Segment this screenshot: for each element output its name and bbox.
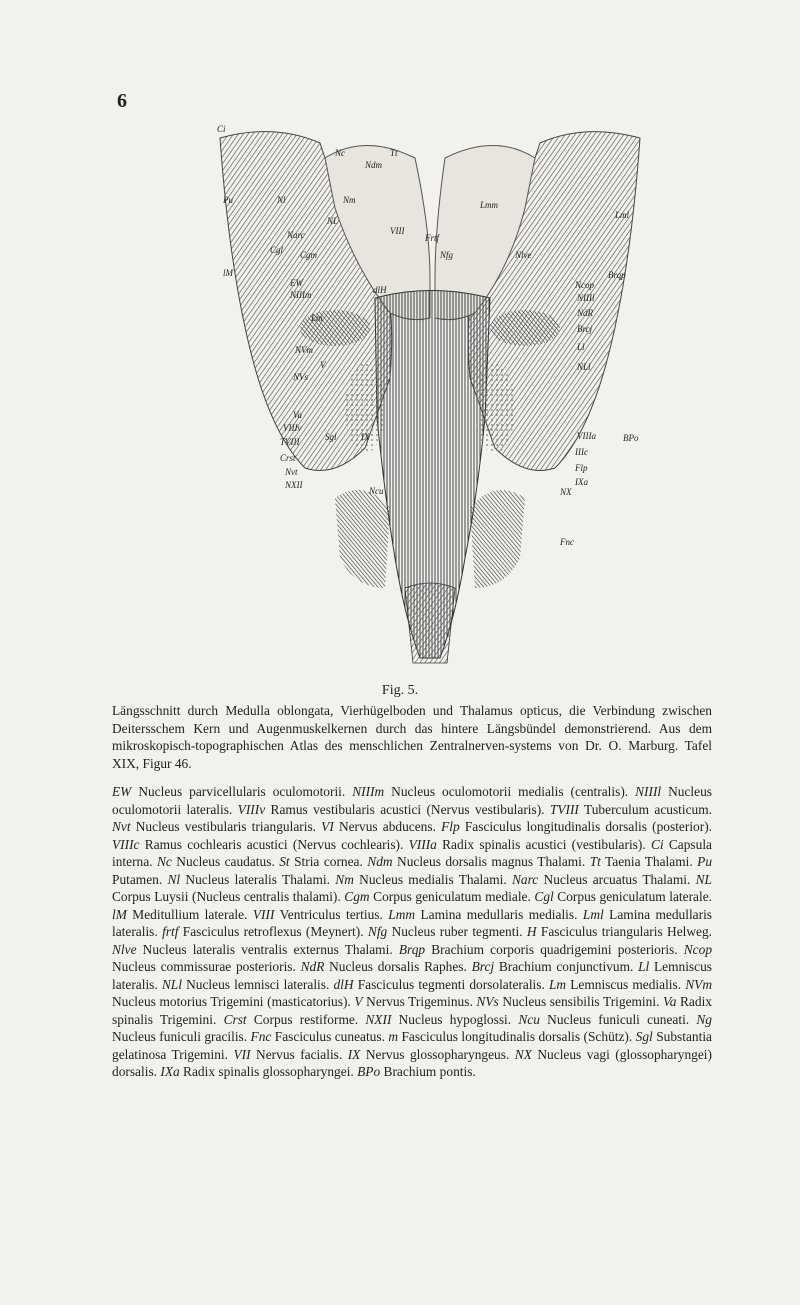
pons-right [470,490,525,588]
legend-abbreviation: H [526,924,537,939]
legend-abbreviation: NVm [685,976,712,992]
svg-text:Pu: Pu [223,195,233,205]
legend-description: Fasciculus cuneatus. [271,1029,389,1044]
legend-description: Stria cornea. [289,854,368,869]
legend-description: Nucleus sensibilis Trigemini. [498,994,664,1009]
legend-abbreviation: Pu [697,854,713,869]
figure-caption [112,702,712,1092]
legend-description: Corpus restiforme. [246,1011,366,1027]
legend-abbreviation: NVs [476,994,499,1009]
legend-description: Nucleus parvicellularis oculomotorii. [131,784,353,799]
legend-description: Brachium conjunctivum. [494,959,639,974]
legend-description: Brachium pontis. [380,1064,476,1079]
svg-text:VIIIa: VIIIa [577,431,596,441]
svg-text:Cgm: Cgm [300,250,318,260]
legend-abbreviation: Ndm [367,854,393,869]
legend-description: Nervus abducens. [333,819,442,834]
legend-description: Lemniscus lateralis. [112,959,712,992]
svg-text:Ll: Ll [577,342,585,352]
svg-text:Nl: Nl [277,195,286,205]
medulla-tail [405,583,455,663]
legend-abbreviation: NdR [300,959,325,974]
legend-abbreviation: NIIIm [352,784,385,799]
legend-description: Capsula interna. [112,836,712,869]
legend-abbreviation: Nc [156,854,172,869]
legend-description: Nucleus vagi (glossopharyngei) dorsalis. [112,1046,712,1079]
legend-description: Nucleus funiculi gracilis. [112,1029,251,1044]
legend-abbreviation: TVIII [549,801,579,817]
legend-abbreviation: NXII [365,1011,392,1027]
legend-description: Radix spinalis acustici (vestibularis). [436,836,651,852]
svg-text:Lm: Lm [311,313,323,323]
caption-intro: Längsschnitt durch Medulla oblongata, Vierhügelboden und Thalamus opticus, die Verbindung zwischen Deitersschem Kern und Augenmuskelkernen durch das hintere Längsbündel demonstrierend. Aus dem mikroskopisch-topographischen Atlas des menschlichen Zentralnerven-systems von Dr. O. Marburg. Tafel XIX, Figur 46. [112,703,712,771]
svg-text:Va: Va [293,410,302,420]
legend-abbreviation: lM [112,906,127,922]
legend-description: Nucleus caudatus. [171,854,280,869]
legend-description: Radix spinalis Trigemini. [112,994,712,1027]
figure-title: Fig. 5. [381,683,419,698]
legend-abbreviation: VII [233,1046,251,1062]
legend-description: Tuberculum acusticum. [578,801,713,817]
svg-text:EW: EW [290,278,303,288]
svg-text:NL: NL [327,216,339,226]
legend-description: Ventriculus tertius. [274,906,389,922]
legend-description: Putamen. [112,871,168,887]
legend-description: Ramus cochlearis acustici (Nervus cochlearis). [139,836,409,852]
legend-description: Ramus vestibularis acustici (Nervus vestibularis). [265,801,550,817]
svg-text:Narc: Narc [287,230,305,240]
legend-description: Nucleus oculomotorii lateralis. [112,784,712,817]
legend-description: Fasciculus triangularis Helweg. [536,924,713,939]
legend-abbreviation: VIIIa [408,836,437,852]
legend-description: Nucleus lateralis ventralis externus Thalami. [136,941,399,957]
legend-abbreviation: Ncop [683,941,713,957]
legend-description: Nervus Trigeminus. [362,994,477,1009]
svg-text:Nfg: Nfg [440,250,454,260]
page-number: 6 [117,90,127,112]
legend-abbreviation: dlH [333,976,354,992]
legend-abbreviation: VIII [252,906,275,922]
legend-abbreviation: Ll [638,959,650,974]
grey-area [475,363,515,453]
legend-abbreviation: Lm [548,976,567,992]
legend-abbreviation: Crst [223,1011,247,1027]
svg-text:IX: IX [361,432,370,442]
legend-description: Lamina medullaris medialis. [415,906,583,922]
svg-text:Brcj: Brcj [577,324,593,334]
legend-abbreviation: Nl [167,871,181,887]
svg-text:IXa: IXa [575,477,588,487]
legend-abbreviation: m [388,1029,399,1044]
legend-description: Substantia gelatinosa Trigemini. [112,1029,712,1062]
legend-abbreviation: Nlve [112,941,137,957]
legend-description: Nucleus ruber tegmenti. [387,924,527,939]
svg-text:lM: lM [223,268,233,278]
legend-description: Lamina medullaris lateralis. [112,906,713,939]
legend-description: Fasciculus retroflexus (Meynert). [178,924,368,939]
svg-text:NVs: NVs [293,372,309,382]
svg-text:IIIc: IIIc [575,447,588,457]
svg-text:Fnc: Fnc [560,537,574,547]
svg-text:dlH: dlH [373,285,387,295]
legend-description: Fasciculus longitudinalis dorsalis (Schütz). [398,1029,636,1044]
svg-text:TVIII: TVIII [280,437,300,447]
legend-abbreviation: Nm [335,871,354,887]
pons-left [335,490,390,588]
legend-abbreviation: V [354,994,363,1009]
legend-abbreviation: Cgm [344,889,370,904]
caption-legend [112,783,712,1081]
legend-abbreviation: Brcj [471,959,495,974]
svg-text:NXII: NXII [285,480,303,490]
svg-text:NX: NX [560,487,572,497]
legend-abbreviation: Lml [582,906,604,922]
svg-text:Ci: Ci [217,124,226,134]
legend-description: Nucleus lateralis Thalami. [180,871,336,887]
svg-text:Ndm: Ndm [365,160,383,170]
legend-abbreviation: NL [695,871,712,887]
legend-description: Nucleus commissurae posterioris. [112,959,301,974]
svg-text:Frtf: Frtf [425,233,440,243]
legend-abbreviation: Lmm [388,906,416,922]
legend-abbreviation: Brqp [398,941,426,957]
legend-description: Nucleus dorsalis Raphes. [324,959,472,974]
svg-text:NdR: NdR [577,308,594,318]
legend-description: Nucleus hypoglossi. [391,1011,519,1027]
svg-text:Sgl: Sgl [325,432,337,442]
legend-description: Fasciculus tegmenti dorsolateralis. [353,976,549,992]
legend-description: Corpus Luysii (Nucleus centralis thalami). [112,889,345,904]
legend-description: Nervus facialis. [250,1046,348,1062]
svg-text:Crst: Crst [280,453,296,463]
svg-text:NVm: NVm [295,345,313,355]
svg-text:Cgl: Cgl [270,245,284,255]
legend-abbreviation: Ng [696,1011,712,1027]
legend-abbreviation: VIIIc [112,836,140,852]
svg-text:VIIIv: VIIIv [283,423,302,433]
legend-description: Meditullium laterale. [126,906,253,922]
legend-description: Nucleus medialis Thalami. [353,871,512,887]
legend-abbreviation: NIIIl [635,784,662,799]
legend-abbreviation: Nfg [367,924,388,939]
legend-abbreviation: EW [112,784,132,799]
dark-nucleus [490,310,560,346]
svg-text:NIIIm: NIIIm [290,290,312,300]
legend-abbreviation: NLl [161,976,182,992]
svg-text:Flp: Flp [575,463,588,473]
svg-text:Nvt: Nvt [285,467,298,477]
legend-description: Nucleus motorius Trigemini (masticatorius). [112,994,355,1009]
legend-description: Nucleus funiculi cuneati. [539,1011,697,1027]
legend-abbreviation: Narc [511,871,539,887]
svg-text:Lmm: Lmm [480,200,499,210]
legend-abbreviation: IX [347,1046,361,1062]
legend-description: Corpus geniculatum laterale. [553,889,712,904]
legend-abbreviation: IXa [160,1064,180,1079]
legend-abbreviation: Ci [650,836,664,852]
svg-text:Nc: Nc [335,148,345,158]
svg-text:NIIIl: NIIIl [577,293,595,303]
svg-text:V: V [320,360,326,370]
legend-abbreviation: NX [514,1046,532,1062]
svg-text:NLl: NLl [577,362,591,372]
legend-abbreviation: Tt [589,854,601,869]
svg-text:Tt: Tt [390,148,398,158]
legend-description: Fasciculus longitudinalis dorsalis (posterior). [459,819,712,834]
legend-abbreviation: Nvt [112,819,131,834]
legend-description: Nucleus arcuatus Thalami. [538,871,696,887]
svg-text:Ncop: Ncop [575,280,594,290]
legend-description: Nucleus dorsalis magnus Thalami. [392,854,590,869]
legend-abbreviation: Cgl [534,889,554,904]
svg-text:Lml: Lml [615,210,630,220]
legend-abbreviation: Ncu [518,1011,540,1027]
legend-description: Nucleus lemnisci lateralis. [181,976,334,992]
brain-section-illustration [215,118,645,676]
legend-abbreviation: BPo [357,1064,381,1079]
legend-description: Radix spinalis glossopharyngei. [179,1064,358,1079]
svg-text:Brqp: Brqp [608,270,626,280]
legend-description: Nucleus oculomotorii medialis (centralis). [384,784,636,799]
legend-description: Nucleus vestibularis triangularis. [130,819,322,834]
legend-abbreviation: Fnc [250,1029,272,1044]
svg-text:Ncu: Ncu [369,486,384,496]
svg-text:VIII: VIII [390,226,405,236]
legend-description: Nervus glossopharyngeus. [360,1046,515,1062]
svg-text:Nm: Nm [343,195,356,205]
svg-text:BPo: BPo [623,433,639,443]
legend-abbreviation: VIIIv [237,801,266,817]
legend-abbreviation: frtf [162,924,179,939]
legend-description: Corpus geniculatum mediale. [369,889,535,904]
legend-abbreviation: Sgl [635,1029,653,1044]
anatomical-figure [215,118,645,676]
svg-text:Nlve: Nlve [515,250,532,260]
legend-description: Taenia Thalami. [600,854,698,869]
legend-description: Lemniscus medialis. [566,976,686,992]
legend-abbreviation: Va [663,994,677,1009]
legend-abbreviation: VI [321,819,334,834]
legend-abbreviation: Flp [441,819,460,834]
legend-description: Brachium corporis quadrigemini posterioris. [425,941,684,957]
legend-abbreviation: St [279,854,290,869]
